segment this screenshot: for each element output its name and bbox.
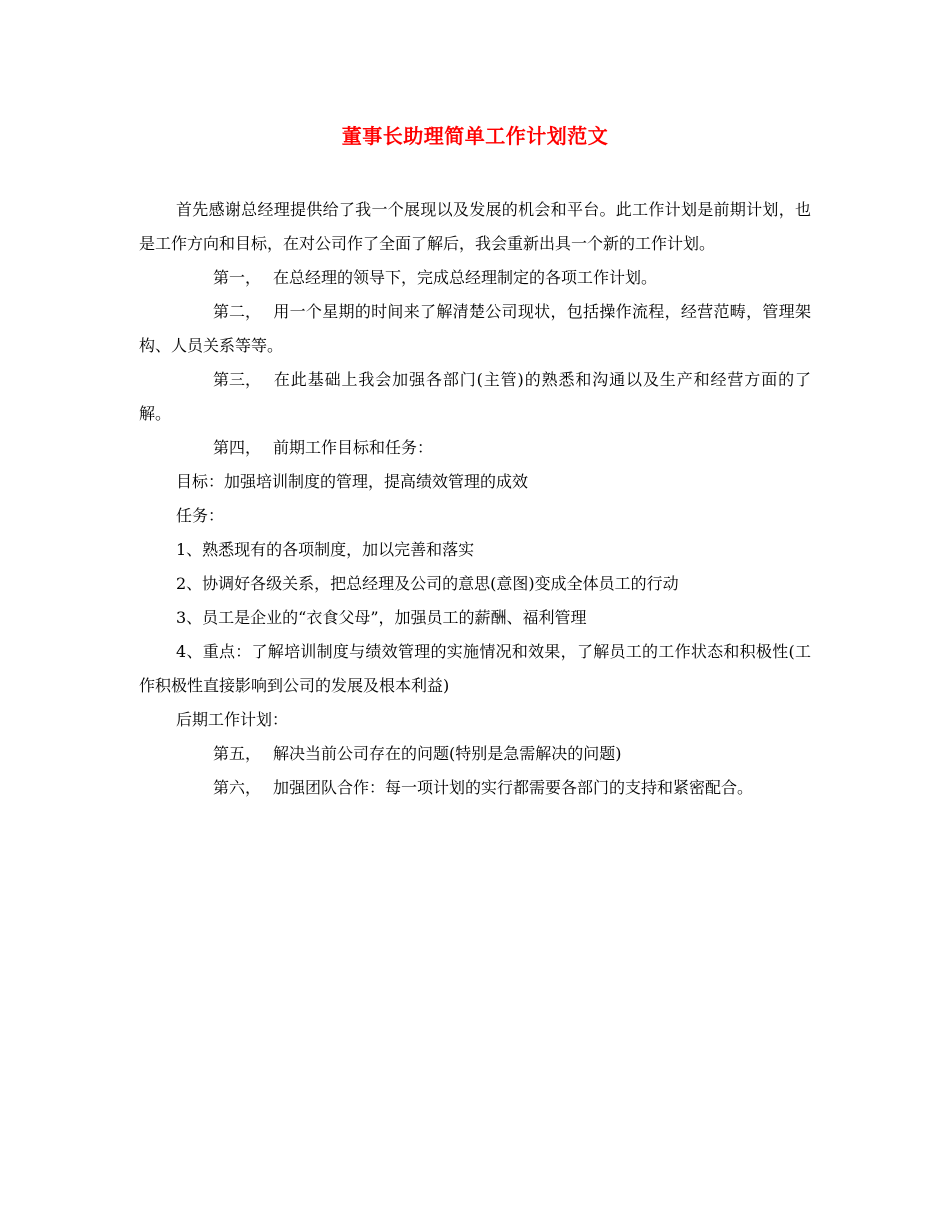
task-4-paragraph: 4、重点：了解培训制度与绩效管理的实施情况和效果，了解员工的工作状态和积极性(工作积极性直接影响到公司的发展及根本利益) [139,642,811,695]
item-5-text: 解决当前公司存在的问题(特别是急需解决的问题) [273,744,622,763]
task-3-paragraph: 3、员工是企业的“衣食父母”，加强员工的薪酬、福利管理 [176,608,587,627]
intro-paragraph: 首先感谢总经理提供给了我一个展现以及发展的机会和平台。此工作计划是前期计划，也是工作方向和目标，在对公司作了全面了解后，我会重新出具一个新的工作计划。 [139,200,811,253]
item-5-label: 第五， [213,744,262,763]
item-4-label: 第四， [213,438,262,457]
item-2-label: 第二， [213,302,262,321]
item-6-paragraph [139,771,811,805]
item-4-paragraph [139,431,811,465]
tasks-heading: 任务： [176,506,225,525]
later-plan-heading: 后期工作计划： [176,710,289,729]
item-1-label: 第一， [213,268,262,287]
goal-paragraph: 目标：加强培训制度的管理，提高绩效管理的成效 [176,472,529,491]
item-3-label: 第三， [213,370,262,389]
item-1-text: 在总经理的领导下，完成总经理制定的各项工作计划。 [273,268,658,287]
document-body [139,193,811,805]
task-2-paragraph: 2、协调好各级关系，把总经理及公司的意思(意图)变成全体员工的行动 [176,574,679,593]
item-4-text: 前期工作目标和任务： [273,438,434,457]
item-2-text: 用一个星期的时间来了解清楚公司现状，包括操作流程，经营范畴，管理架构、人员关系等等。 [139,302,811,355]
item-3-paragraph [139,363,811,431]
item-6-text: 加强团队合作：每一项计划的实行都需要各部门的支持和紧密配合。 [273,778,754,797]
item-6-label: 第六， [213,778,262,797]
document-title: 董事长助理简单工作计划范文 [341,124,609,148]
item-5-paragraph [139,737,811,771]
task-1-paragraph: 1、熟悉现有的各项制度，加以完善和落实 [176,540,475,559]
item-1-paragraph [139,261,811,295]
item-3-text: 在此基础上我会加强各部门(主管)的熟悉和沟通以及生产和经营方面的了解。 [139,370,811,423]
item-2-paragraph [139,295,811,363]
